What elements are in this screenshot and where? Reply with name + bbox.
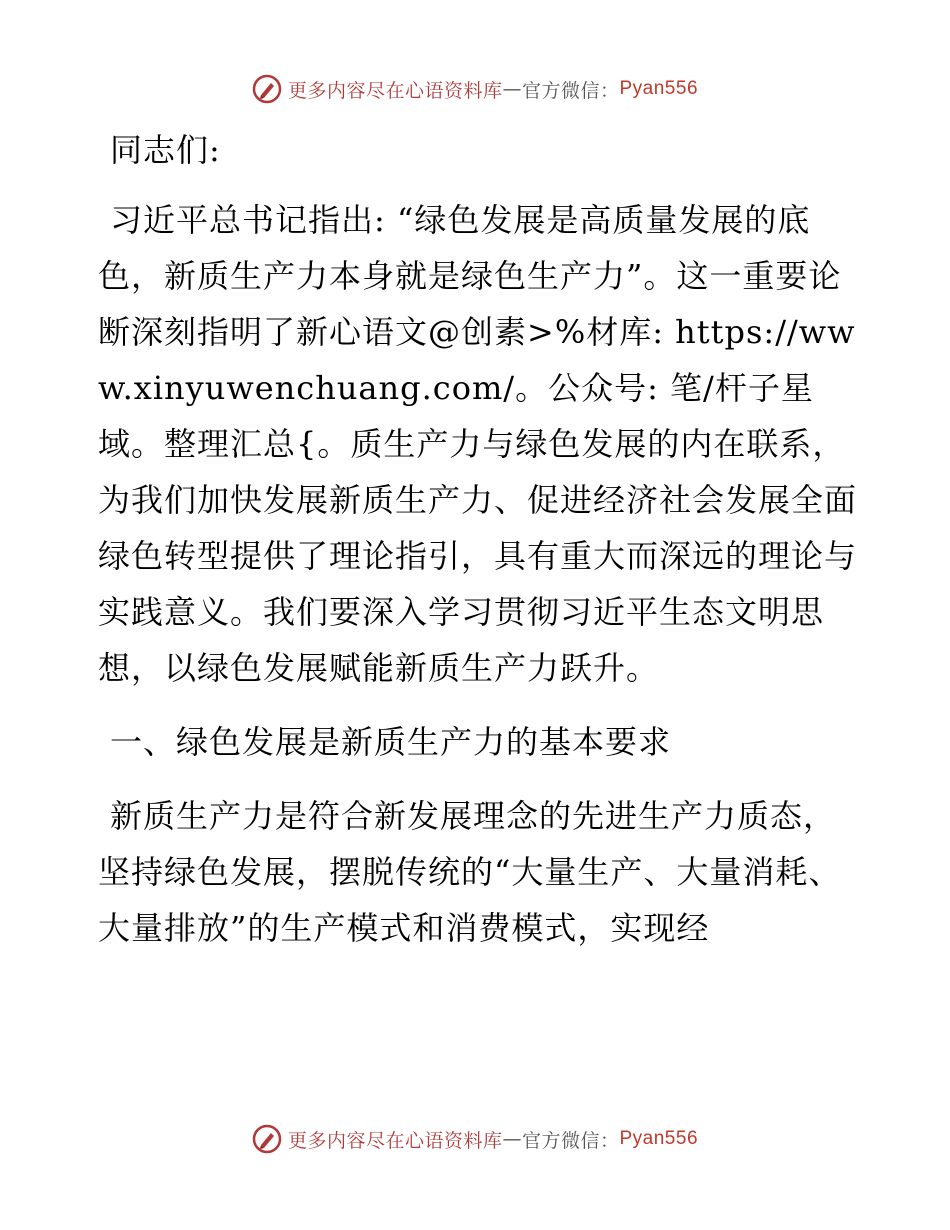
watermark-separator: — [502,1128,522,1150]
watermark-separator: — [502,78,522,100]
section-heading-1: 一、绿色发展是新质生产力的基本要求 [110,723,672,761]
pen-logo-icon [252,1124,282,1154]
header-watermark [0,74,950,104]
paragraph-intro: 习近平总书记指出: “绿色发展是高质量发展的底色，新质生产力本身就是绿色生产力”。这一重要论断深刻指明了新心语文@创素>%材库: https://www.xinyuwenchuang.com/。公众号: 笔/杆子星域。整理汇总{。质生产力与绿色发展的内在联系，为我们加快发展新质生产力、促进经济社会发展全面绿色转型提供了理论指引，具有重大而深远的理论与实践意义。我们要深入学习贯彻习近平生态文明思想，以绿色发展赋能新质生产力跃升。 [98,201,858,687]
document-body [98,122,858,974]
paragraph-section-1: 新质生产力是符合新发展理念的先进生产力质态，坚持绿色发展，摆脱传统的“大量生产、大量消耗、大量排放”的生产模式和消费模式，实现经 [98,797,842,947]
watermark-wechat-id: Pyan556 [619,1128,699,1149]
watermark-sub-text: 官方微信： [521,79,620,102]
watermark-main-text: 更多内容尽在心语资料库 [287,1129,503,1152]
watermark-main-text: 更多内容尽在心语资料库 [287,79,503,102]
greeting: 同志们: [110,131,221,169]
watermark-wechat-id: Pyan556 [619,78,699,99]
watermark-sub-text: 官方微信： [521,1129,620,1152]
pen-logo-icon [252,74,282,104]
footer-watermark [0,1124,950,1154]
